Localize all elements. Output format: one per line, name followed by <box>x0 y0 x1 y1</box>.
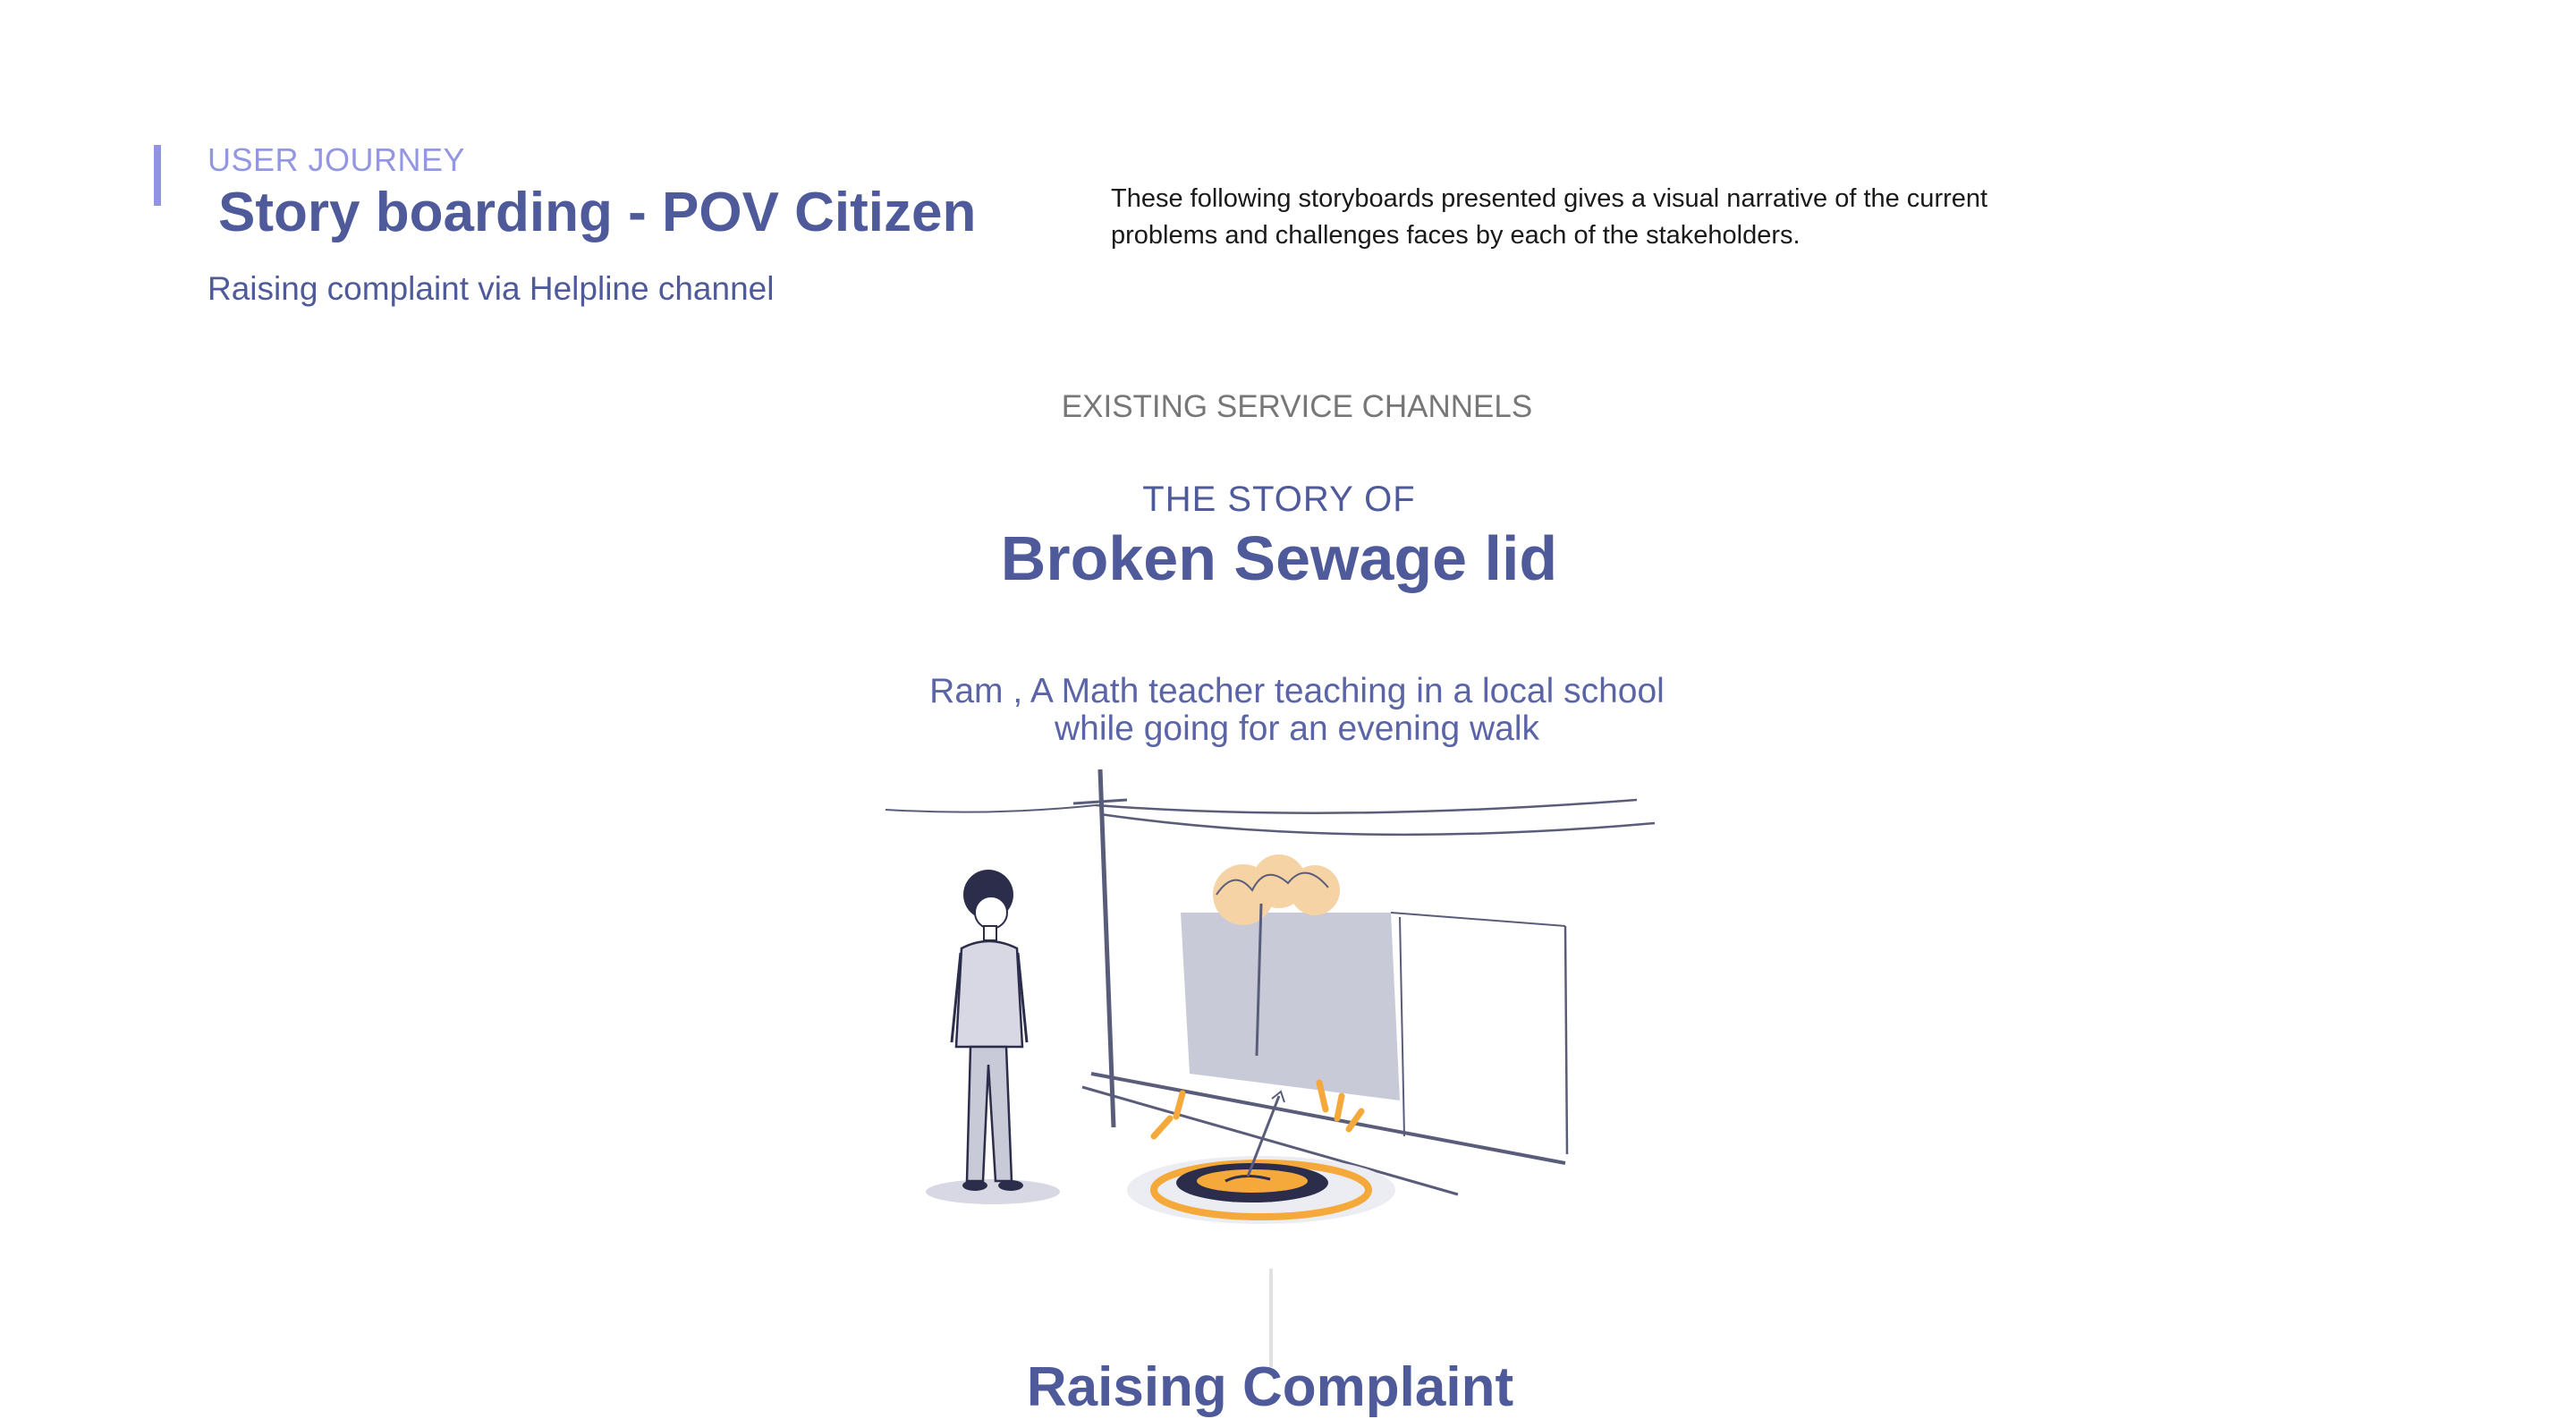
journey-connector <box>1269 1269 1273 1367</box>
storyboard-illustration-icon <box>886 760 1664 1297</box>
accent-bar <box>154 145 161 206</box>
story-kicker: THE STORY OF <box>1142 480 1416 519</box>
story-caption: Ram , A Math teacher teaching in a local school while going for an evening walk <box>929 672 1665 748</box>
page-title: Story boarding - POV Citizen <box>218 182 977 243</box>
page-subtitle: Raising complaint via Helpline channel <box>208 270 775 307</box>
next-step-title: Raising Complaint <box>1026 1356 1514 1418</box>
story-title: Broken Sewage lid <box>1000 523 1558 593</box>
intro-text: These following storyboards presented gives a visual narrative of the current problems and challenges faces by each of the stakeholders. <box>1111 184 1988 250</box>
service-channels-label: EXISTING SERVICE CHANNELS <box>1061 389 1533 424</box>
section-eyebrow: USER JOURNEY <box>208 141 466 178</box>
